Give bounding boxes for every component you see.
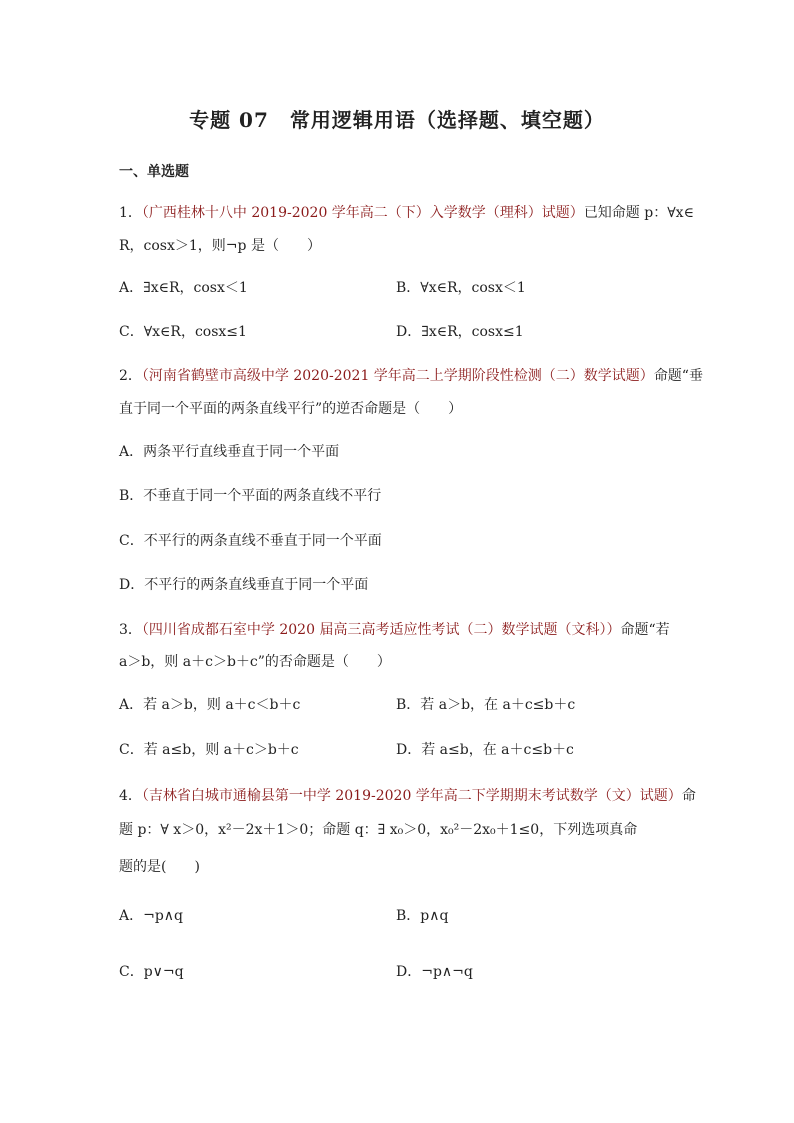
q1-stem-line1 [119, 203, 694, 223]
q2-option-a: A．两条平行直线垂直于同一个平面 [119, 444, 340, 460]
q3-source: （四川省成都石室中学 2020 届高三高考适应性考试（二）数学试题（文科）） [141, 622, 621, 638]
q2-source: （河南省鹤壁市高级中学 2020-2021 学年高二上学期阶段性检测（二）数学试题） [141, 368, 654, 384]
q2-stem-a: 命题“垂 [653, 368, 703, 384]
q2-stem-line1 [119, 366, 703, 386]
q4-stem-a: 命 [681, 788, 696, 804]
q1-option-a: A．∃x∈R，cosx＜1 [119, 280, 248, 296]
section-heading: 一、单选题 [119, 164, 189, 180]
q4-source: （吉林省白城市通榆县第一中学 2019-2020 学年高二下学期期末考试数学（文）试题） [141, 788, 682, 804]
q1-source: （广西桂林十八中 2019-2020 学年高二（下）入学数学（理科）试题） [141, 205, 584, 221]
q4-option-d: D．¬p∧¬q [396, 964, 473, 980]
q1-stem-line2: R，cosx＞1，则¬p 是（ ） [119, 238, 321, 254]
q4-stem-line2: 题 p：∀ x＞0，x²－2x＋1＞0；命题 q：∃ x₀＞0，x₀²－2x₀＋1≤0，下列选项真命 [119, 822, 638, 838]
q3-option-d: D．若 a≤b，在 a＋c≤b＋c [396, 742, 574, 758]
q2-number: 2． [119, 368, 142, 384]
q3-option-c: C．若 a≤b，则 a＋c＞b＋c [119, 742, 299, 758]
q4-stem-line3: 题的是( ) [119, 859, 200, 875]
q3-stem-line2: a＞b，则 a＋c＞b＋c”的否命题是（ ） [119, 654, 391, 670]
q3-option-b: B．若 a＞b，在 a＋c≤b＋c [396, 697, 576, 713]
q1-option-c: C．∀x∈R，cosx≤1 [119, 324, 247, 340]
q3-option-a: A．若 a＞b，则 a＋c＜b＋c [119, 697, 301, 713]
q3-stem-line1 [119, 620, 670, 640]
q1-option-b: B．∀x∈R，cosx＜1 [396, 280, 526, 296]
q2-stem-line2: 直于同一个平面的两条直线平行”的逆否命题是（ ） [119, 401, 463, 417]
q1-stem-a: 已知命题 p：∀x∈ [583, 205, 694, 221]
q4-stem-line1 [119, 786, 696, 806]
q3-stem-a: 命题“若 [620, 622, 670, 638]
q2-option-c: C．不平行的两条直线不垂直于同一个平面 [119, 533, 382, 549]
q1-number: 1． [119, 205, 142, 221]
q4-option-a: A．¬p∧q [119, 908, 184, 924]
q4-option-c: C．p∨¬q [119, 964, 184, 980]
q4-option-b: B．p∧q [396, 908, 449, 924]
q1-option-d: D．∃x∈R，cosx≤1 [396, 324, 524, 340]
page-title: 专题 07 常用逻辑用语（选择题、填空题） [189, 108, 605, 132]
q3-number: 3． [119, 622, 142, 638]
q2-option-b: B．不垂直于同一个平面的两条直线不平行 [119, 488, 382, 504]
q2-option-d: D．不平行的两条直线垂直于同一个平面 [119, 577, 369, 593]
q4-number: 4． [119, 788, 142, 804]
